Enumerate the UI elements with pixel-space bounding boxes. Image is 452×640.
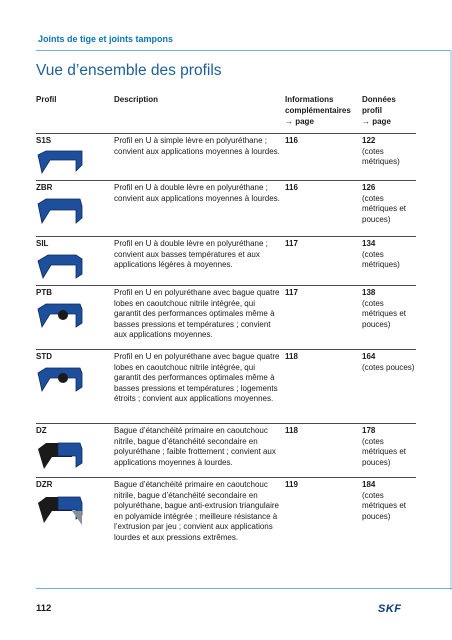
dzr-seal-icon xyxy=(36,493,84,527)
profiles-table xyxy=(36,94,416,565)
data-page-cell: 134 (cotes métriques) xyxy=(362,239,400,269)
table-row-zbr xyxy=(36,180,416,236)
col-header-profil: Profil xyxy=(36,95,57,104)
profile-code: S1S xyxy=(36,136,52,145)
table-row-std xyxy=(36,349,416,423)
info-page: 118 xyxy=(285,352,298,361)
profile-description: Profil en U en polyuréthane avec bague quatre lobes en caoutchouc nitrile intégrée, qui garantit des performances optimales même à basses pressions et températures ; convient aux applications moyennes. xyxy=(114,288,280,339)
page-number: 112 xyxy=(36,603,52,614)
page-title: Vue d’ensemble des profils xyxy=(36,62,222,79)
footer-divider xyxy=(36,588,452,589)
section-header: Joints de tige et joints tampons xyxy=(38,34,174,44)
data-page-cell: 164 (cotes pouces) xyxy=(362,352,415,372)
table-row-sil xyxy=(36,236,416,285)
profile-code: STD xyxy=(36,352,52,361)
zbr-seal-icon xyxy=(36,196,84,226)
data-page-cell: 138 (cotes métriques et pouces) xyxy=(362,288,407,329)
profile-code: DZ xyxy=(36,426,47,435)
profile-description: Profil en U à double lèvre en polyuréthane ; convient aux applications moyennes à lourdes. xyxy=(114,183,280,203)
profile-description: Bague d’étanchéité primaire en caoutchouc nitrile, bague d’étanchéité secondaire en polyuréthane, bague anti-extrusion triangulaire en polyamide intégrée ; meilleure résistance à l’extrusion par jeu ; convient aux applications lourdes et aux pressions extrêmes. xyxy=(114,480,279,542)
info-page: 118 xyxy=(285,426,298,435)
col-header-info: Informations complémentaires → page xyxy=(285,95,351,126)
profile-description: Profil en U en polyuréthane avec bague quatre lobes en caoutchouc nitrile intégrée, qui garantit des performances optimales même à basses pressions et températures ; logements étroits ; convient aux applications moyennes. xyxy=(114,352,280,403)
table-header xyxy=(36,94,416,133)
std-seal-icon xyxy=(36,365,84,393)
data-page-cell: 122 (cotes métriques) xyxy=(362,136,400,166)
info-page: 116 xyxy=(285,183,298,192)
s1s-seal-icon xyxy=(36,149,84,175)
header-divider xyxy=(36,50,452,51)
profile-code: DZR xyxy=(36,480,53,489)
dz-seal-icon xyxy=(36,439,84,471)
data-page-cell: 126 (cotes métriques et pouces) xyxy=(362,183,407,224)
skf-logo: SKF xyxy=(378,603,402,615)
profile-description: Bague d’étanchéité primaire en caoutchouc nitrile, bague d’étanchéité secondaire en polyuréthane ; faible frottement ; convient aux applications moyennes à lourdes. xyxy=(114,426,276,467)
col-header-description: Description xyxy=(114,95,159,104)
info-page: 116 xyxy=(285,136,298,145)
profile-description: Profil en U à simple lèvre en polyuréthane ; convient aux applications moyennes à lourdes. xyxy=(114,136,280,156)
ptb-seal-icon xyxy=(36,301,84,329)
sil-seal-icon xyxy=(36,252,84,280)
profile-code: PTB xyxy=(36,288,52,297)
data-page-cell: 184 (cotes métriques et pouces) xyxy=(362,480,407,521)
info-page: 119 xyxy=(285,480,298,489)
table-row-ptb xyxy=(36,285,416,349)
table-row-s1s xyxy=(36,133,416,180)
profile-description: Profil en U à double lèvre en polyuréthane ; convient aux basses températures et aux applications légères à moyennes. xyxy=(114,239,268,269)
table-row-dzr xyxy=(36,477,416,565)
info-page: 117 xyxy=(285,288,298,297)
data-page-cell: 178 (cotes métriques et pouces) xyxy=(362,426,407,467)
info-page: 117 xyxy=(285,239,298,248)
profile-code: ZBR xyxy=(36,183,53,192)
col-header-donnees: Données profil → page xyxy=(362,95,396,126)
table-row-dz xyxy=(36,423,416,477)
profile-code: SIL xyxy=(36,239,49,248)
